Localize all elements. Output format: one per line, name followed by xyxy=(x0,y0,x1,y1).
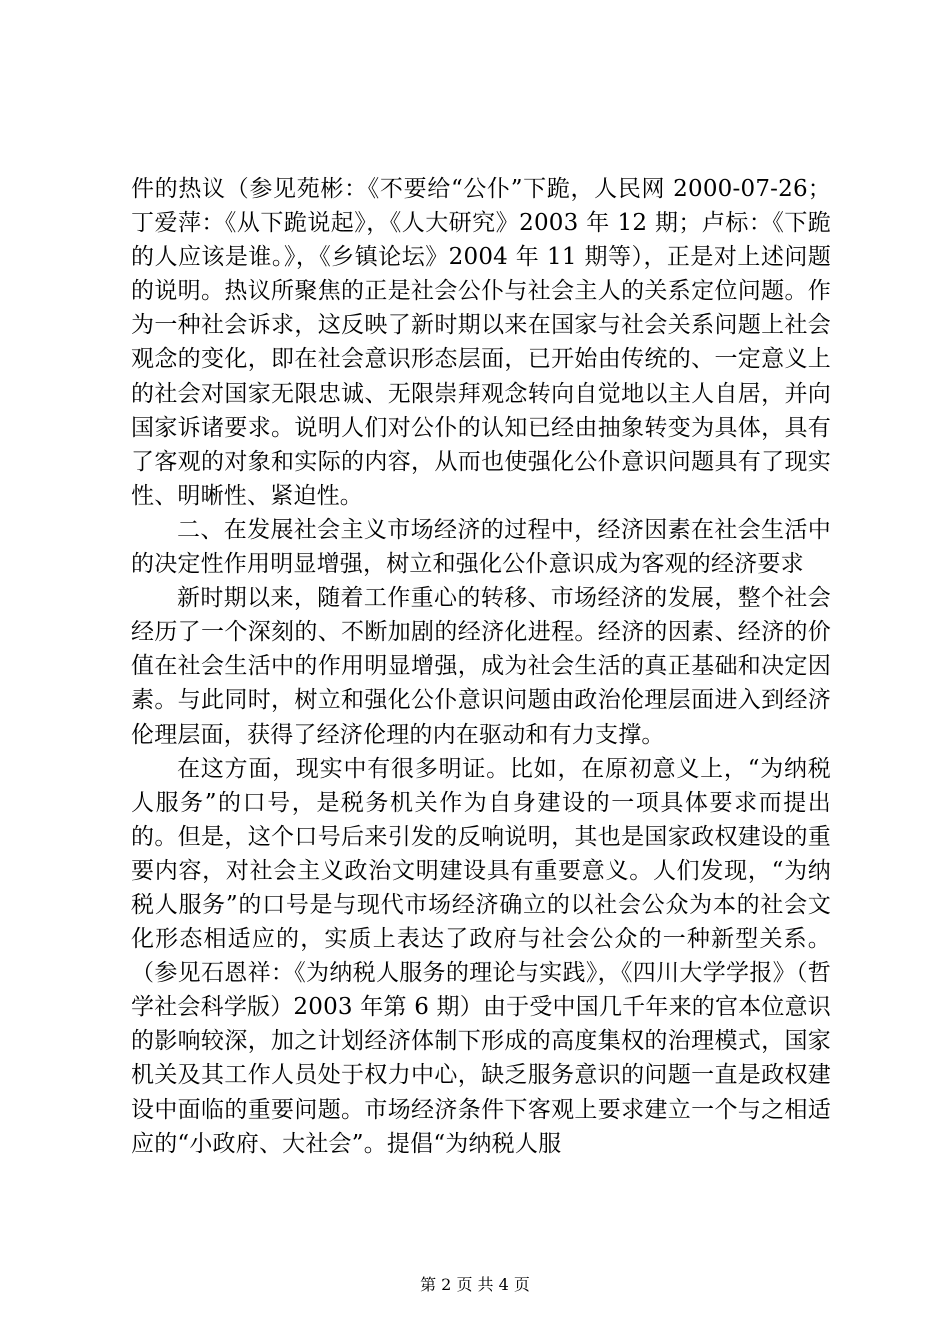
paragraph: 新时期以来，随着工作重心的转移、市场经济的发展，整个社会经历了一个深刻的、不断加剧的经济化进程。经济的因素、经济的价值在社会生活中的作用明显增强，成为社会生活的真正基础和决定因素。与此同时，树立和强化公仆意识问题由政治伦理层面进入到经济伦理层面，获得了经济伦理的内在驱动和有力支撑。 xyxy=(131,585,831,748)
page-number-footer: 第 2 页 共 4 页 xyxy=(420,1275,530,1294)
paragraph-continued: 件的热议（参见苑彬：《不要给“公仆”下跪，人民网 2000-07-26；丁爱萍：《从下跪说起》，《人大研究》2003 年 12 期；卢标：《下跪的人应该是谁。》，《乡镇论坛》2004 年 11 期等），正是对上述问题的说明。热议所聚焦的正是社会公仆与社会主人的关系定位问题。作为一种社会诉求，这反映了新时期以来在国家与社会关系问题上社会观念的变化，即在社会意识形态层面，已开始由传统的、一定意义上的社会对国家无限忠诚、无限崇拜观念转向自觉地以主人自居，并向国家诉诸要求。说明人们对公仆的认知已经由抽象转变为具体，具有了客观的对象和实际的内容，从而也使强化公仆意识问题具有了现实性、明晰性、紧迫性。 xyxy=(131,176,831,509)
section-heading-2: 二、在发展社会主义市场经济的过程中，经济因素在社会生活中的决定性作用明显增强，树立和强化公仆意识成为客观的经济要求 xyxy=(131,516,831,578)
paragraph: 在这方面，现实中有很多明证。比如，在原初意义上，“为纳税人服务”的口号，是税务机关作为自身建设的一项具体要求而提出的。但是，这个口号后来引发的反响说明，其也是国家政权建设的重要内容，对社会主义政治文明建设具有重要意义。人们发现，“为纳税人服务”的口号是与现代市场经济确立的以社会公众为本的社会文化形态相适应的，实质上表达了政府与社会公众的一种新型关系。（参见石恩祥：《为纳税人服务的理论与实践》，《四川大学学报》（哲学社会科学版）2003 年第 6 期）由于受中国几千年来的官本位意识的影响较深，加之计划经济体制下形成的高度集权的治理模式，国家机关及其工作人员处于权力中心，缺乏服务意识的问题一直是政权建设中面临的重要问题。市场经济条件下客观上要求建立一个与之相适应的“小政府、大社会”。提倡“为纳税人服 xyxy=(131,755,831,1157)
body-text xyxy=(131,172,831,1161)
